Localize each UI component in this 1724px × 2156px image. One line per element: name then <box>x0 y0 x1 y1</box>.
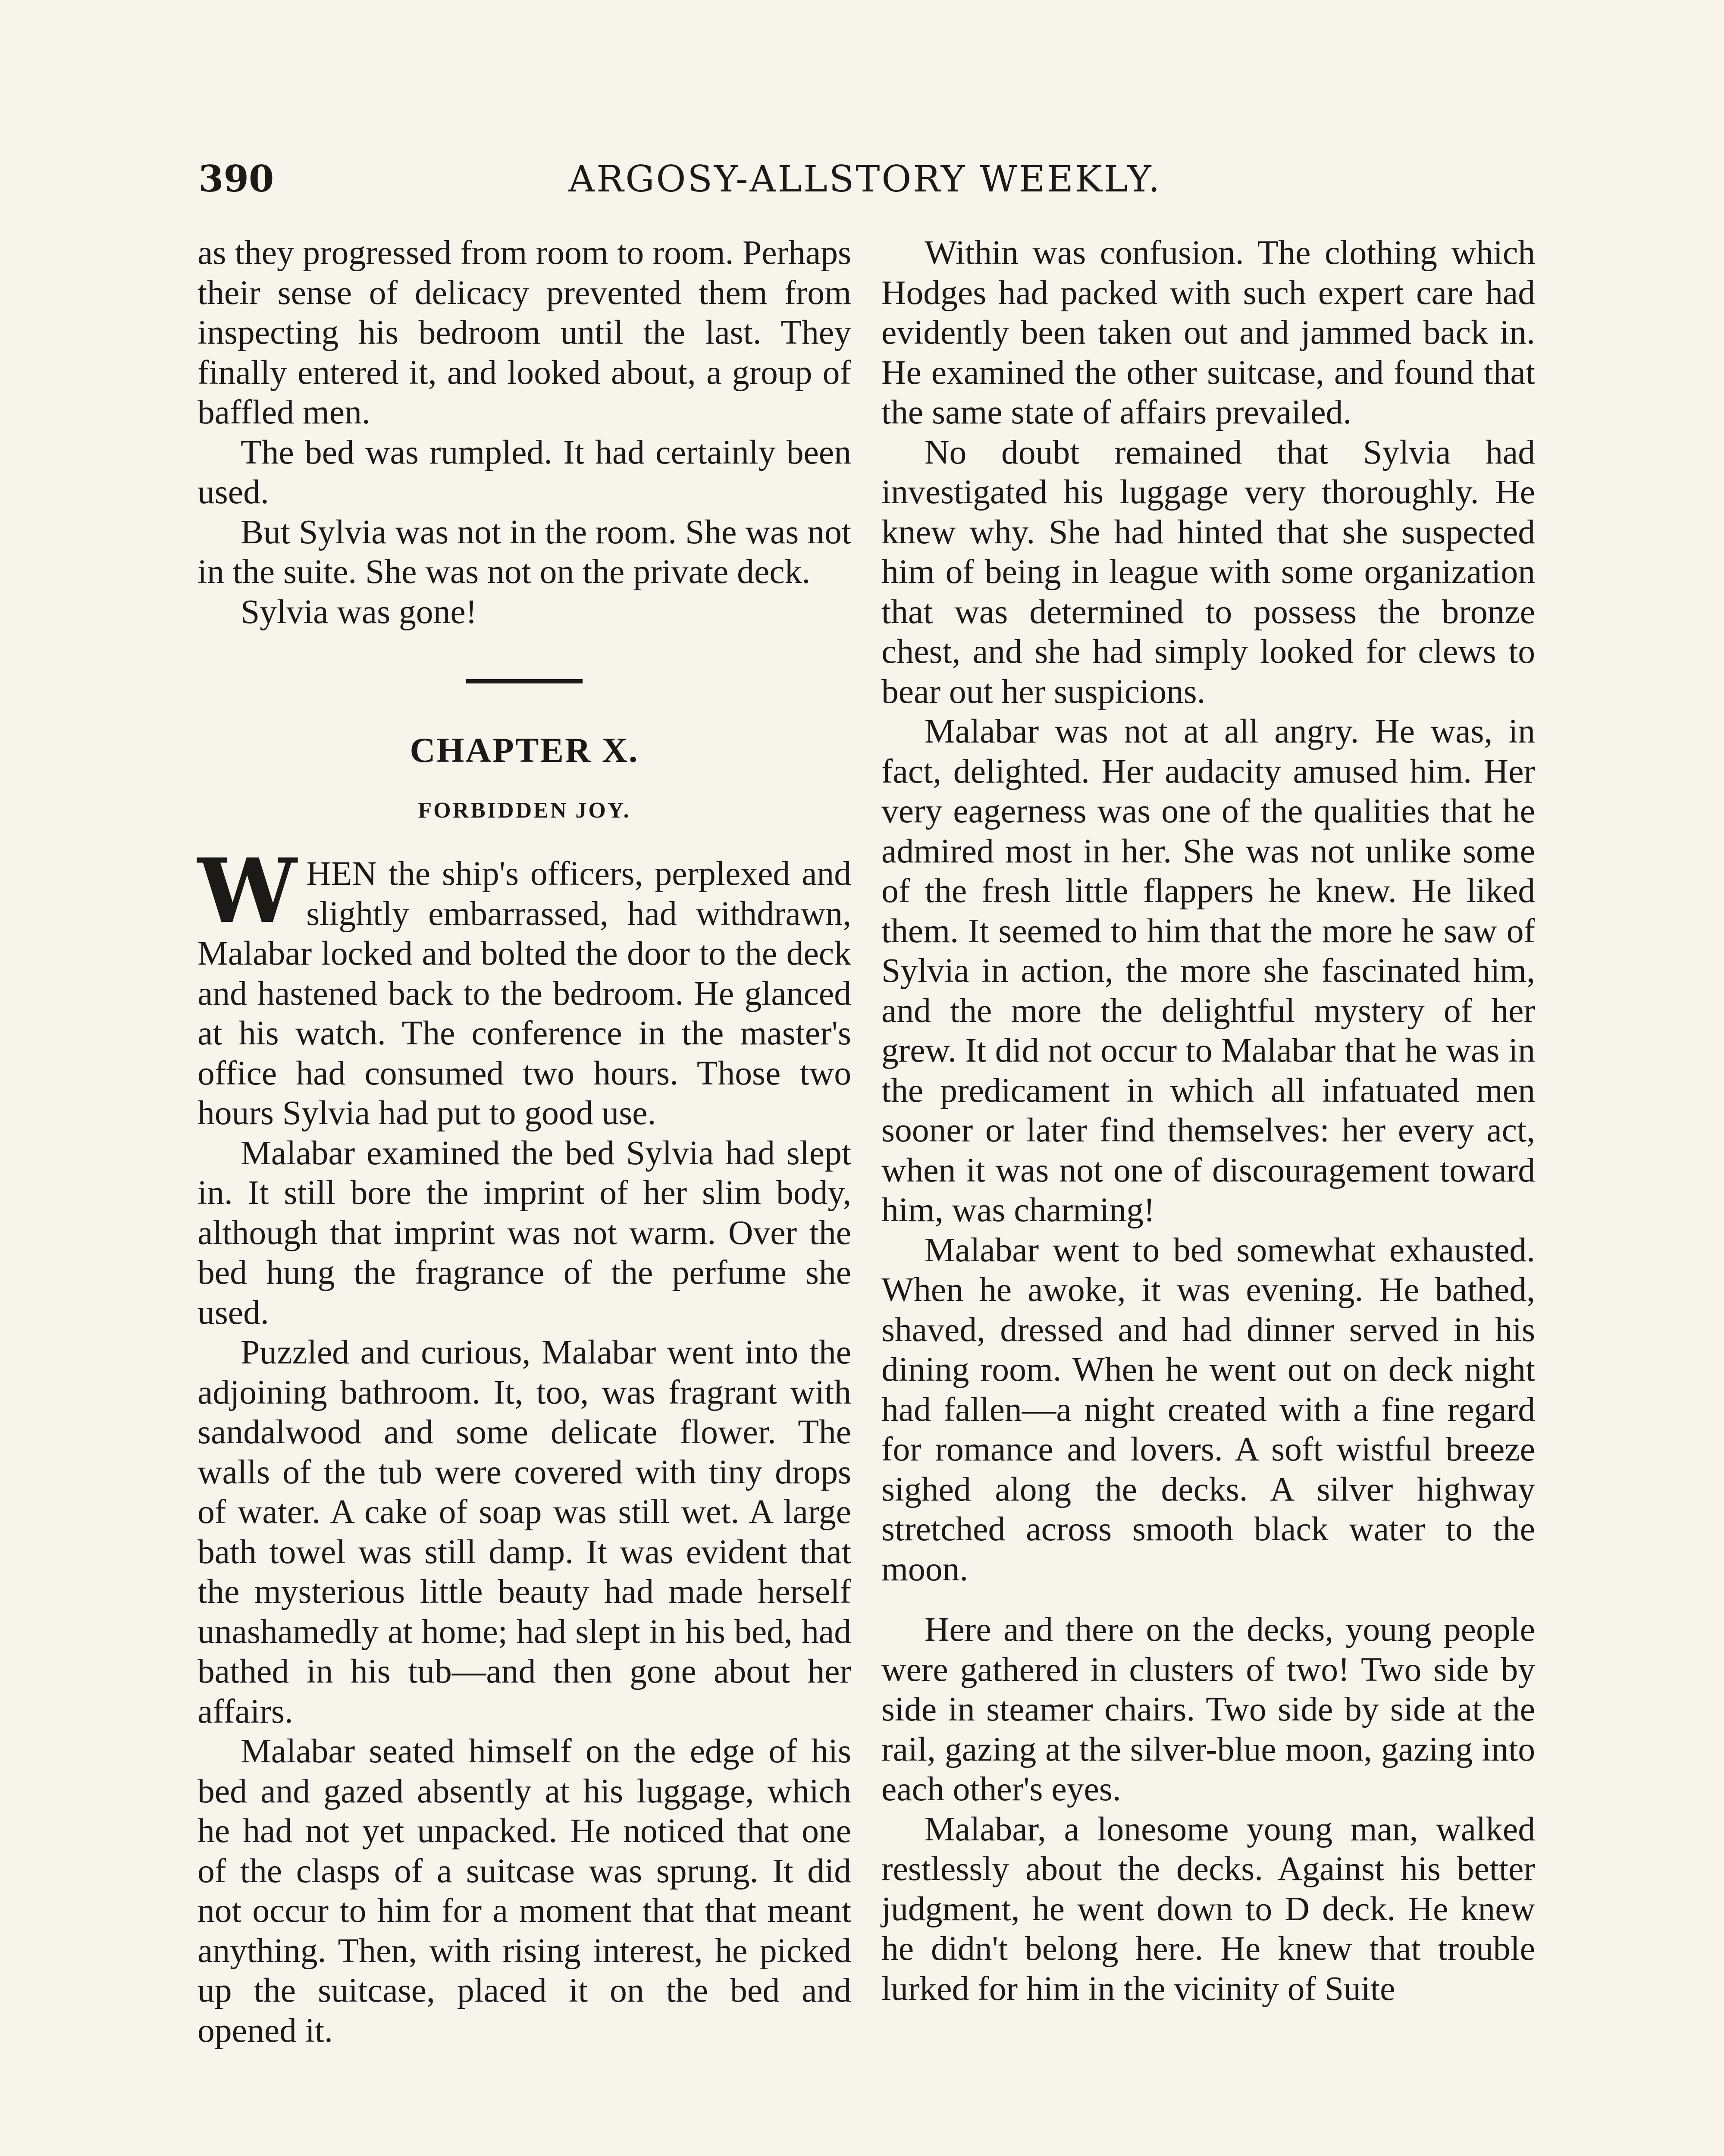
paragraph: Sylvia was gone! <box>241 592 477 631</box>
paragraph: But Sylvia was not in the room. She was not in the suite. She was not on the private deck. <box>197 513 851 591</box>
chapter-subtitle: FORBIDDEN JOY. <box>418 798 631 823</box>
paragraph: The bed was rumpled. It had certainly been used. <box>197 433 851 511</box>
paragraph-text: HEN the ship's officers, perplexed and slightly embarrassed, had withdrawn, Malabar locked and bolted the door to the deck and hastened back to the bedroom. He glanced at his watch. The conference in the master's office had consumed two hours. Those two hours Sylvia had put to good use. <box>197 855 851 1132</box>
paragraph: Malabar went to bed somewhat exhausted. When he awoke, it was evening. He bathed, shaved, dressed and had dinner served in his dining room. When he went out on deck night had fallen—a night created with a fine regard for romance and lovers. A soft wistful breeze sighed along the decks. A silver highway stretched across smooth black water to the moon. <box>881 1231 1535 1588</box>
paragraph: Malabar, a lonesome young man, walked restlessly about the decks. Against his better judgment, he went down to D deck. He knew he didn't belong here. He knew that trouble lurked for him in the vicinity of Suite <box>881 1810 1535 2008</box>
paragraph: as they progressed from room to room. Perhaps their sense of delicacy prevented them from inspecting his bedroom until the last. They finally entered it, and looked about, a group of baffled men. <box>197 234 851 431</box>
running-head: ARGOSY-ALLSTORY WEEKLY. <box>568 158 1162 200</box>
left-column <box>197 233 851 2050</box>
paragraph: No doubt remained that Sylvia had investigated his luggage very thoroughly. He knew why. She had hinted that she suspected him of being in league with some organization that was determined to possess the bronze chest, and she had simply looked for clews to bear out her suspicions. <box>881 433 1535 711</box>
paragraph: Malabar seated himself on the edge of his bed and gazed absently at his luggage, which he had not yet unpacked. He noticed that one of the clasps of a suitcase was sprung. It did not occur to him for a moment that that meant anything. Then, with rising interest, he picked up the suitcase, placed it on the bed and opened it. <box>197 1732 851 2049</box>
paragraph <box>197 840 851 1133</box>
paragraph: Puzzled and curious, Malabar went into the adjoining bathroom. It, too, was fragrant with sandalwood and some delicate flower. The walls of the tub were covered with tiny drops of water. A cake of soap was still wet. A large bath towel was still damp. It was evident that the mysterious little beauty had made herself unashamedly at home; had slept in his bed, had bathed in his tub—and then gone about her affairs. <box>197 1333 851 1730</box>
page-number: 390 <box>198 157 274 200</box>
paragraph: Within was confusion. The clothing which Hodges had packed with such expert care had evidently been taken out and jammed back in. He examined the other suitcase, and found that the same state of affairs prevailed. <box>881 234 1535 431</box>
section-divider <box>466 679 583 683</box>
paragraph: Malabar examined the bed Sylvia had slept in. It still bore the imprint of her slim body, although that imprint was not warm. Over the bed hung the fragrance of the perfume she used. <box>197 1134 851 1332</box>
drop-cap: W <box>197 840 297 943</box>
paragraph: Here and there on the decks, young people were gathered in clusters of two! Two side by side in steamer chairs. Two side by side at the rail, gazing at the silver-blue moon, gazing into each other's eyes. <box>881 1611 1535 1808</box>
chapter-title: CHAPTER X. <box>410 730 639 770</box>
paragraph: Malabar was not at all angry. He was, in fact, delighted. Her audacity amused him. Her very eagerness was one of the qualities that he admired most in her. She was not unlike some of the fresh little flappers he knew. He liked them. It seemed to him that the more he saw of Sylvia in action, the more she fascinated him, and the more the delightful mystery of her grew. It did not occur to Malabar that he was in the predicament in which all infatuated men sooner or later find themselves: her every act, when it was not one of discouragement toward him, was charming! <box>881 712 1535 1229</box>
right-column <box>881 233 1535 2009</box>
